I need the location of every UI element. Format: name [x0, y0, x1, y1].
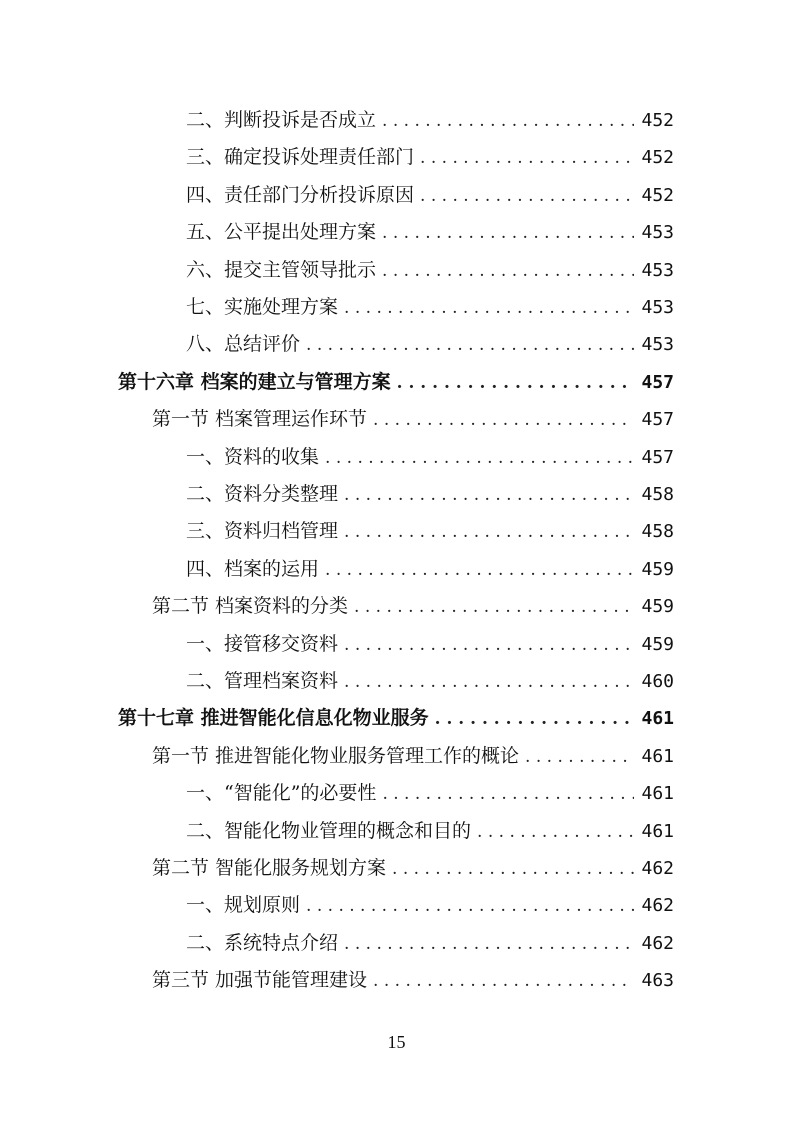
toc-entry[interactable]	[186, 329, 674, 359]
toc-entry-title: 第一节 档案管理运作环节	[152, 408, 368, 431]
toc-entry[interactable]	[186, 180, 674, 210]
toc-entry-page: 461	[641, 783, 674, 805]
toc-entry-page: 452	[641, 110, 674, 131]
dot-leader	[325, 555, 634, 585]
dot-leader	[373, 405, 634, 435]
dot-leader	[325, 443, 634, 473]
toc-entry-page: 457	[641, 446, 674, 468]
dot-leader	[420, 143, 634, 173]
dot-leader	[373, 966, 634, 996]
page-number: 15	[387, 1032, 406, 1052]
toc-entry-title: 第二节 档案资料的分类	[152, 595, 349, 618]
toc-entry-title: 八、总结评价	[186, 333, 301, 356]
dot-leader	[344, 630, 634, 660]
toc-entry-title: 三、资料归档管理	[186, 520, 339, 543]
toc-entry-page: 462	[641, 858, 674, 879]
toc-entry[interactable]	[152, 591, 674, 621]
toc-entry[interactable]	[186, 142, 674, 172]
toc-entry-title: 第十六章 档案的建立与管理方案	[118, 370, 391, 393]
toc-entry[interactable]	[186, 629, 674, 659]
toc-entry-title: 六、提交主管领导批示	[186, 258, 377, 281]
toc-entry[interactable]	[186, 516, 674, 546]
toc-entry-title: 二、资料分类整理	[186, 483, 339, 505]
toc-entry-title: 一、资料的收集	[186, 445, 320, 468]
toc-entry-page: 457	[641, 371, 674, 393]
toc-entry-page: 458	[641, 521, 674, 543]
toc-entry-page: 452	[641, 184, 674, 206]
dot-leader	[397, 368, 634, 398]
dot-leader	[344, 517, 634, 547]
toc-entry-page: 452	[641, 147, 674, 169]
toc-entry[interactable]	[186, 890, 674, 920]
toc-entry[interactable]	[152, 404, 674, 434]
toc-entry[interactable]	[186, 292, 674, 322]
toc-entry[interactable]	[186, 105, 674, 135]
dot-leader	[344, 480, 634, 510]
dot-leader	[306, 330, 634, 360]
toc-entry-title: 二、系统特点介绍	[186, 931, 339, 954]
toc-entry-title: 一、“智能化”的必要性	[186, 782, 377, 805]
toc-entry-title: 第一节 推进智能化物业服务管理工作的概论	[152, 744, 520, 767]
toc-entry-title: 第三节 加强节能管理建设	[152, 969, 368, 992]
toc-entry[interactable]	[186, 442, 674, 472]
toc-entry[interactable]	[186, 554, 674, 584]
dot-leader	[354, 592, 634, 622]
toc-entry-page: 457	[641, 409, 674, 431]
toc-entry-page: 453	[641, 259, 674, 281]
dot-leader	[382, 106, 634, 136]
toc-entry-title: 第十七章 推进智能化信息化物业服务	[118, 707, 429, 730]
toc-entry-page: 459	[641, 596, 674, 618]
toc-entry-title: 二、判断投诉是否成立	[186, 109, 377, 131]
dot-leader	[525, 742, 634, 772]
toc-entry-title: 四、档案的运用	[186, 557, 320, 580]
toc-entry-page: 459	[641, 633, 674, 655]
dot-leader	[306, 891, 634, 921]
toc-entry-title: 四、责任部门分析投诉原因	[186, 183, 415, 206]
toc-entry-page: 461	[641, 745, 674, 767]
toc-entry-title: 五、公平提出处理方案	[186, 221, 377, 244]
toc-entry-page: 458	[641, 484, 674, 505]
toc-entry-page: 462	[641, 932, 674, 954]
toc-entry[interactable]	[152, 741, 674, 771]
toc-entry-page: 453	[641, 222, 674, 244]
toc-entry[interactable]	[118, 367, 674, 397]
dot-leader	[392, 854, 634, 884]
toc-entry[interactable]	[186, 255, 674, 285]
toc-entry-page: 463	[641, 970, 674, 992]
toc-entry[interactable]	[152, 853, 674, 883]
toc-entry[interactable]	[118, 703, 674, 733]
toc-entry-title: 七、实施处理方案	[186, 296, 339, 318]
toc-entry-title: 三、确定投诉处理责任部门	[186, 146, 415, 169]
toc-entry[interactable]	[152, 965, 674, 995]
toc-entry-page: 461	[641, 708, 674, 730]
toc-entry-title: 二、智能化物业管理的概念和目的	[186, 819, 472, 842]
toc-entry-title: 二、管理档案资料	[186, 670, 339, 692]
dot-leader	[382, 256, 634, 286]
toc-entry-title: 一、规划原则	[186, 894, 301, 917]
dot-leader	[344, 293, 634, 323]
dot-leader	[382, 779, 634, 809]
dot-leader	[420, 181, 634, 211]
toc-entry-page: 453	[641, 297, 674, 318]
dot-leader	[344, 667, 634, 697]
dot-leader	[477, 817, 634, 847]
dot-leader	[382, 218, 634, 248]
toc-entry[interactable]	[186, 479, 674, 509]
toc-entry[interactable]	[186, 666, 674, 696]
toc-entry[interactable]	[186, 816, 674, 846]
dot-leader	[344, 929, 634, 959]
toc-entry-page: 453	[641, 334, 674, 356]
dot-leader	[435, 704, 634, 734]
toc-entry-page: 461	[641, 820, 674, 842]
toc-entry-title: 第二节 智能化服务规划方案	[152, 857, 387, 879]
toc-entry-page: 459	[641, 558, 674, 580]
toc-entry[interactable]	[186, 928, 674, 958]
toc-entry[interactable]	[186, 778, 674, 808]
toc-entry-page: 462	[641, 895, 674, 917]
toc-entry-title: 一、接管移交资料	[186, 632, 339, 655]
toc-entry[interactable]	[186, 217, 674, 247]
toc-entry-page: 460	[641, 671, 674, 692]
